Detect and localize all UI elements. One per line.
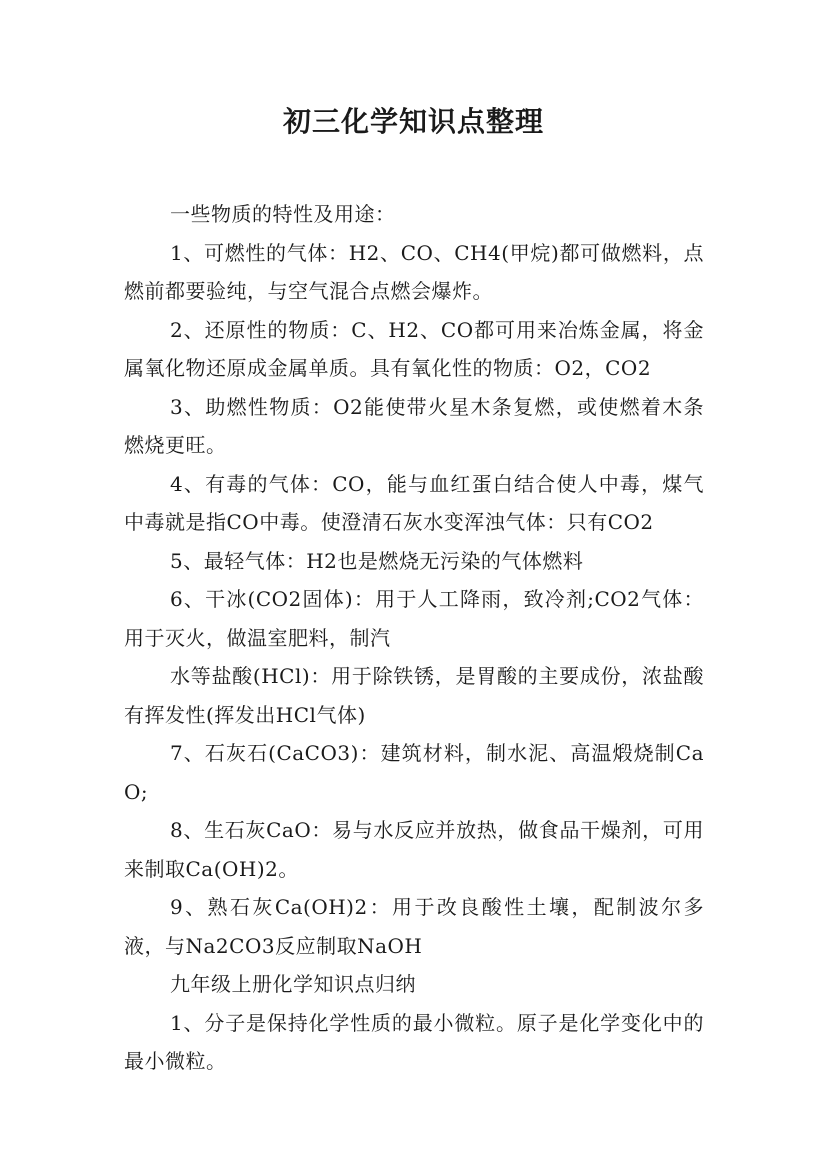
paragraph-item-5: 5、最轻气体：H2也是燃烧无污染的气体燃料: [170, 548, 584, 573]
paragraph-item-6-continued: 水等盐酸(HCl)：用于除铁锈，是胃酸的主要成份，浓盐酸有挥发性(挥发出HCl气体): [124, 664, 704, 727]
paragraph-item-1: 1、可燃性的气体：H2、CO、CH4(甲烷)都可做燃料，点燃前都要验纯，与空气混合点燃会爆炸。: [124, 240, 704, 303]
paragraph-item-2: 2、还原性的物质：C、H2、CO都可用来冶炼金属，将金属氧化物还原成金属单质。具有氧化性的物质：O2，CO2: [124, 317, 704, 380]
section-heading: 九年级上册化学知识点归纳: [170, 972, 416, 996]
paragraph-item-9: 9、熟石灰Ca(OH)2：用于改良酸性土壤，配制波尔多液，与Na2CO3反应制取NaOH: [124, 895, 704, 958]
paragraph-intro: 一些物质的特性及用途：: [170, 202, 396, 226]
paragraph-item-3: 3、助燃性物质：O2能使带火星木条复燃，或使燃着木条燃烧更旺。: [124, 394, 704, 457]
document-body: [124, 195, 704, 1081]
paragraph-section-item-1: 1、分子是保持化学性质的最小微粒。原子是化学变化中的最小微粒。: [124, 1010, 704, 1073]
paragraph-item-4: 4、有毒的气体：CO，能与血红蛋白结合使人中毒，煤气中毒就是指CO中毒。使澄清石灰水变浑浊气体：只有CO2: [124, 471, 704, 534]
paragraph-item-7: 7、石灰石(CaCO3)：建筑材料，制水泥、高温煅烧制CaO;: [124, 741, 704, 804]
paragraph-item-6: 6、干冰(CO2固体)：用于人工降雨，致冷剂;CO2气体：用于灭火，做温室肥料，制汽: [124, 587, 704, 650]
paragraph-item-8: 8、生石灰CaO：易与水反应并放热，做食品干燥剂，可用来制取Ca(OH)2。: [124, 818, 704, 881]
document-title: 初三化学知识点整理: [282, 105, 544, 138]
